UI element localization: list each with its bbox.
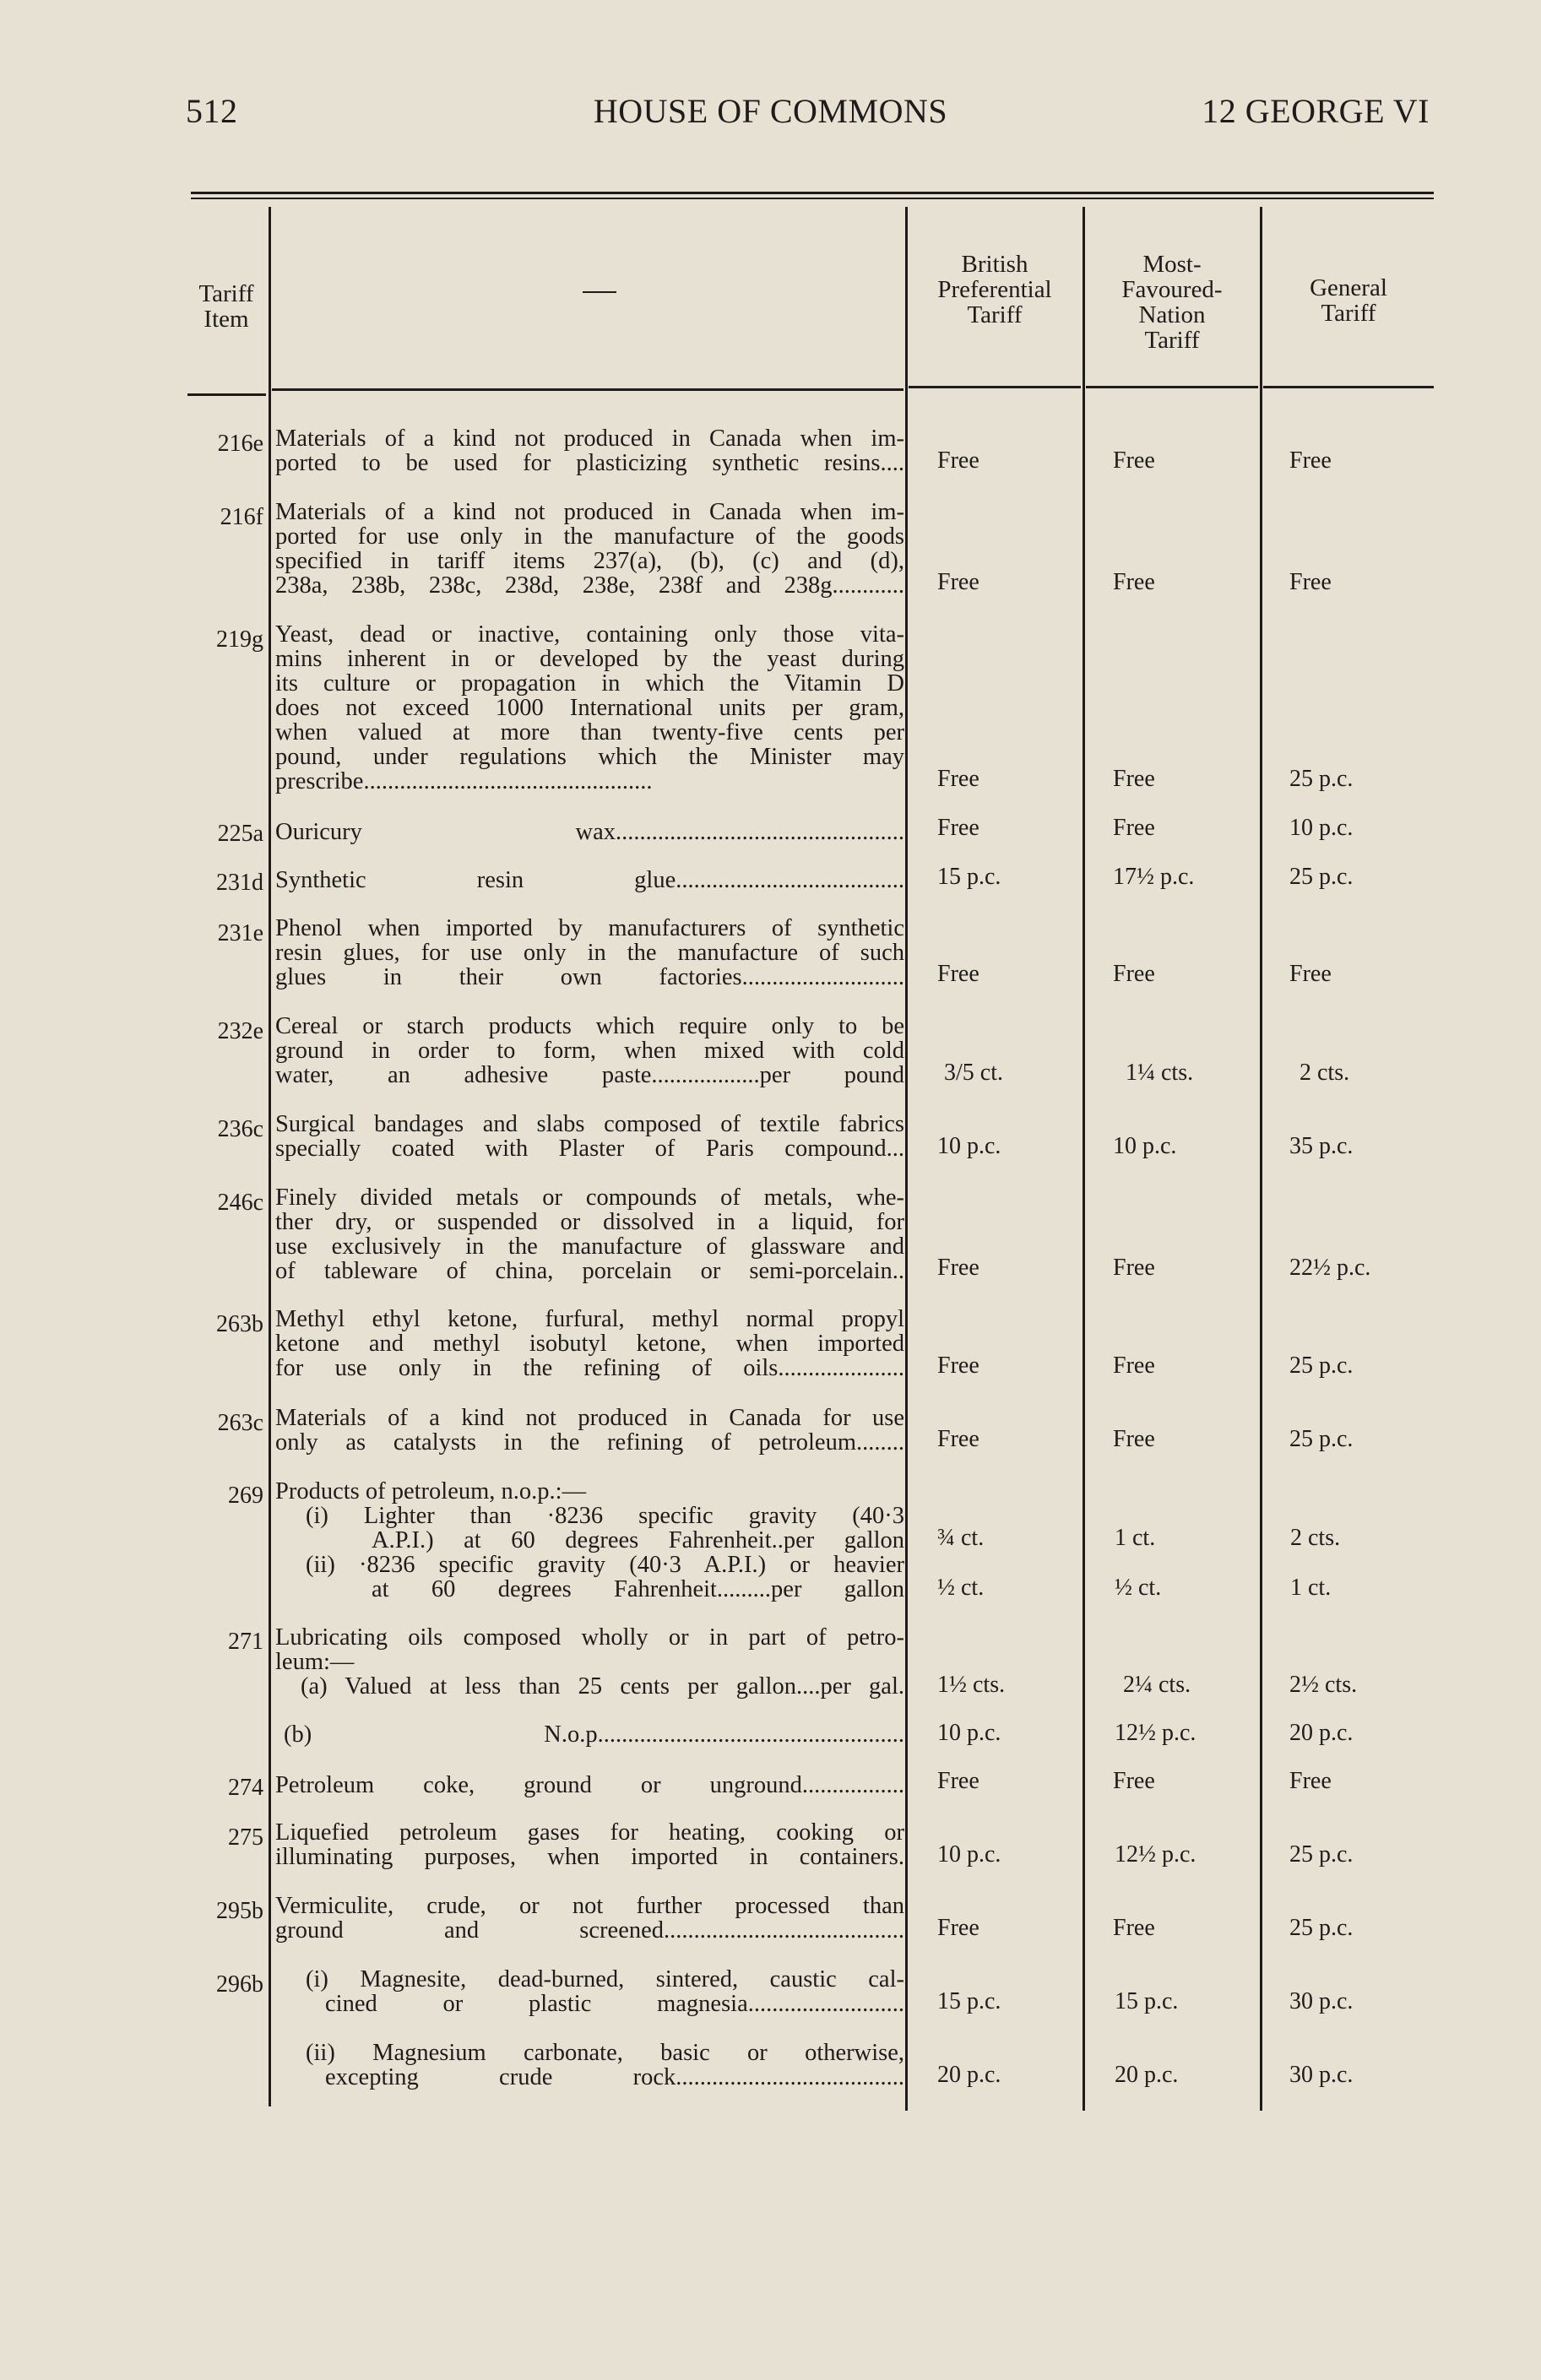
- tariff-item-number: 231e: [217, 920, 263, 946]
- tariff-description: Materials of a kind not produced in Canada for use only as catalysts in the refining of petroleum........: [275, 1405, 904, 1456]
- tariff-subitem-ii-cont: excepting crude rock......................................: [325, 2064, 904, 2090]
- column-header-item: Tariff Item: [198, 280, 254, 333]
- tariff-item-number: 274: [228, 1775, 263, 1801]
- mfn-rate: 20 p.c.: [1115, 2062, 1179, 2088]
- column-divider: [1082, 207, 1085, 2111]
- general-rate: 2 cts.: [1290, 1525, 1341, 1551]
- british-rate: Free: [937, 815, 979, 841]
- tariff-description: Vermiculite, crude, or not further processed than ground and screened........................................: [275, 1893, 904, 1944]
- british-rate: Free: [937, 569, 979, 595]
- general-rate: 25 p.c.: [1289, 1915, 1354, 1941]
- mfn-rate: Free: [1113, 961, 1155, 987]
- page-number: 512: [186, 92, 238, 130]
- general-rate: Free: [1289, 569, 1332, 595]
- mfn-rate: 1¼ cts.: [1126, 1060, 1194, 1086]
- column-header-description-dash: [583, 291, 616, 293]
- british-rate: 10 p.c.: [937, 1720, 1001, 1746]
- british-rate: Free: [937, 1426, 979, 1452]
- mfn-rate: Free: [1113, 1353, 1155, 1379]
- general-rate: 35 p.c.: [1289, 1133, 1354, 1159]
- mfn-rate: Free: [1113, 1426, 1155, 1452]
- header-rule-bottom: [191, 198, 1434, 199]
- tariff-description: Methyl ethyl ketone, furfural, methyl normal propyl ketone and methyl isobutyl ketone, when imported for use only in the refining of oils.....................: [275, 1306, 904, 1381]
- column-divider: [269, 207, 271, 2106]
- british-rate: ½ ct.: [937, 1575, 985, 1601]
- tariff-description: Phenol when imported by manufacturers of synthetic resin glues, for use only in the manufacture of such glues in their own factories...........................: [275, 915, 904, 990]
- general-rate: 22½ p.c.: [1289, 1255, 1371, 1281]
- british-rate: 15 p.c.: [937, 1988, 1001, 2014]
- column-header-general: General Tariff: [1310, 274, 1387, 327]
- tariff-item-number: 216e: [217, 431, 263, 457]
- general-rate: 25 p.c.: [1289, 1426, 1354, 1452]
- british-rate: ¾ ct.: [937, 1525, 985, 1551]
- regnal-year: 12 GEORGE VI: [1202, 92, 1430, 130]
- tariff-item-number: 236c: [217, 1116, 263, 1142]
- tariff-description: Surgical bandages and slabs composed of textile fabrics specially coated with Plaster of Paris compound...: [275, 1111, 904, 1162]
- general-rate: 2 cts.: [1300, 1060, 1350, 1086]
- mfn-rate: Free: [1113, 1915, 1155, 1941]
- british-rate: 3/5 ct.: [944, 1060, 1003, 1086]
- general-rate: 25 p.c.: [1289, 1353, 1354, 1379]
- mfn-rate: 1 ct.: [1115, 1525, 1156, 1551]
- tariff-item-number: 225a: [217, 821, 263, 847]
- general-rate: Free: [1289, 961, 1332, 987]
- general-rate: 25 p.c.: [1289, 1841, 1354, 1868]
- mfn-rate: 12½ p.c.: [1115, 1841, 1196, 1868]
- tariff-item-number: 219g: [216, 626, 263, 653]
- mfn-rate: Free: [1113, 815, 1155, 841]
- tariff-item-number: 246c: [217, 1190, 263, 1216]
- british-rate: 20 p.c.: [937, 2062, 1001, 2088]
- tariff-subitem-a: (a) Valued at less than 25 cents per gallon....per gal.: [301, 1673, 904, 1700]
- tariff-description: Products of petroleum, n.o.p.:—: [275, 1478, 587, 1504]
- mfn-rate: 15 p.c.: [1115, 1988, 1179, 2014]
- general-rate: 10 p.c.: [1289, 815, 1354, 841]
- tariff-subitem-i-cont: cined or plastic magnesia..........................: [325, 1991, 904, 2017]
- tariff-item-number: 263b: [216, 1311, 263, 1337]
- tariff-subitem-b: (b) N.o.p...................................................: [284, 1721, 904, 1748]
- tariff-description: Cereal or starch products which require only to be ground in order to form, when mixed with cold water, an adhesive paste..................per pound: [275, 1013, 904, 1088]
- mfn-rate: Free: [1113, 766, 1155, 792]
- british-rate: Free: [937, 961, 979, 987]
- page-title: HOUSE OF COMMONS: [593, 92, 948, 130]
- general-rate: Free: [1289, 447, 1332, 474]
- tariff-item-number: 216f: [220, 504, 263, 530]
- general-rate: 25 p.c.: [1289, 766, 1354, 792]
- mfn-rate: 12½ p.c.: [1115, 1720, 1196, 1746]
- mfn-rate: 17½ p.c.: [1113, 864, 1195, 890]
- tariff-subitem-ii: (ii) Magnesium carbonate, basic or otherwise,: [306, 2040, 904, 2066]
- british-rate: Free: [937, 1255, 979, 1281]
- tariff-description: Synthetic resin glue......................................: [275, 867, 904, 893]
- british-rate: Free: [937, 1915, 979, 1941]
- mfn-rate: Free: [1113, 569, 1155, 595]
- tariff-item-number: 296b: [216, 1971, 263, 1998]
- tariff-description: Ouricury wax................................................: [275, 819, 904, 845]
- tariff-subitem-i: (i) Magnesite, dead-burned, sintered, caustic cal-: [306, 1966, 904, 1992]
- tariff-item-number: 275: [228, 1824, 263, 1851]
- tariff-description: Finely divided metals or compounds of metals, whe- ther dry, or suspended or dissolved in a liquid, for use exclusively in the manufacture of glassware and of tableware of china, porcelain or semi-porcelain..: [275, 1185, 904, 1284]
- british-rate: 10 p.c.: [937, 1133, 1001, 1159]
- tariff-item-number: 231d: [216, 870, 263, 896]
- tariff-description: Liquefied petroleum gases for heating, cooking or illuminating purposes, when imported in containers.: [275, 1819, 904, 1870]
- tariff-item-number: 295b: [216, 1898, 263, 1924]
- mfn-rate: Free: [1113, 1768, 1155, 1794]
- tariff-description: Materials of a kind not produced in Canada when im- ported for use only in the manufacture of the goods specified in tariff items 237(a), (b), (c) and (d), 238a, 238b, 238c, 238d, 238e, 238f and 238g............: [275, 499, 904, 599]
- tariff-subitem-i: (i) Lighter than ·8236 specific gravity (40·3: [306, 1503, 904, 1529]
- column-divider: [905, 207, 908, 2111]
- british-rate: Free: [937, 1768, 979, 1794]
- british-rate: Free: [937, 1353, 979, 1379]
- mfn-rate: ½ ct.: [1115, 1575, 1162, 1601]
- british-rate: 10 p.c.: [937, 1841, 1001, 1868]
- tariff-item-number: 263c: [217, 1410, 263, 1436]
- british-rate: Free: [937, 766, 979, 792]
- tariff-description: Lubricating oils composed wholly or in part of petro-: [275, 1624, 904, 1651]
- header-underline: [909, 386, 1081, 388]
- header-underline: [187, 393, 266, 396]
- british-rate: 15 p.c.: [937, 864, 1001, 890]
- general-rate: 1 ct.: [1290, 1575, 1332, 1601]
- tariff-subitem-ii-cont: at 60 degrees Fahrenheit.........per gallon: [372, 1576, 904, 1602]
- mfn-rate: Free: [1113, 447, 1155, 474]
- general-rate: Free: [1289, 1768, 1332, 1794]
- tariff-item-number: 271: [228, 1629, 263, 1655]
- column-divider: [1260, 207, 1262, 2111]
- british-rate: Free: [937, 447, 979, 474]
- header-underline: [1263, 386, 1434, 388]
- header-underline: [1086, 386, 1258, 388]
- mfn-rate: Free: [1113, 1255, 1155, 1281]
- general-rate: 20 p.c.: [1289, 1720, 1354, 1746]
- tariff-item-number: 232e: [217, 1018, 263, 1044]
- tariff-description: Yeast, dead or inactive, containing only those vita- mins inherent in or developed by the yeast during its culture or propagation in which the Vitamin D does not exceed 1000 International units per gram, when valued at more than twenty-five cents per pound, under regulations which the Minister may prescribe................................................: [275, 621, 904, 794]
- tariff-description: leum:—: [275, 1649, 355, 1675]
- mfn-rate: 10 p.c.: [1113, 1133, 1177, 1159]
- column-header-mfn: Most- Favoured- Nation Tariff: [1121, 251, 1223, 354]
- header-rule-top: [191, 192, 1434, 194]
- tariff-item-number: 269: [228, 1483, 263, 1509]
- general-rate: 30 p.c.: [1289, 1988, 1354, 2014]
- british-rate: 1½ cts.: [937, 1672, 1006, 1698]
- general-rate: 30 p.c.: [1289, 2062, 1354, 2088]
- tariff-description: Petroleum coke, ground or unground.................: [275, 1772, 904, 1798]
- general-rate: 25 p.c.: [1289, 864, 1354, 890]
- tariff-subitem-i-cont: A.P.I.) at 60 degrees Fahrenheit..per gallon: [372, 1527, 904, 1553]
- header-underline: [272, 388, 903, 391]
- general-rate: 2½ cts.: [1289, 1672, 1358, 1698]
- mfn-rate: 2¼ cts.: [1123, 1672, 1191, 1698]
- tariff-subitem-ii: (ii) ·8236 specific gravity (40·3 A.P.I.) or heavier: [306, 1552, 904, 1578]
- tariff-description: Materials of a kind not produced in Canada when im- ported to be used for plasticizing synthetic resins....: [275, 426, 904, 476]
- column-header-british: British Preferential Tariff: [937, 251, 1052, 328]
